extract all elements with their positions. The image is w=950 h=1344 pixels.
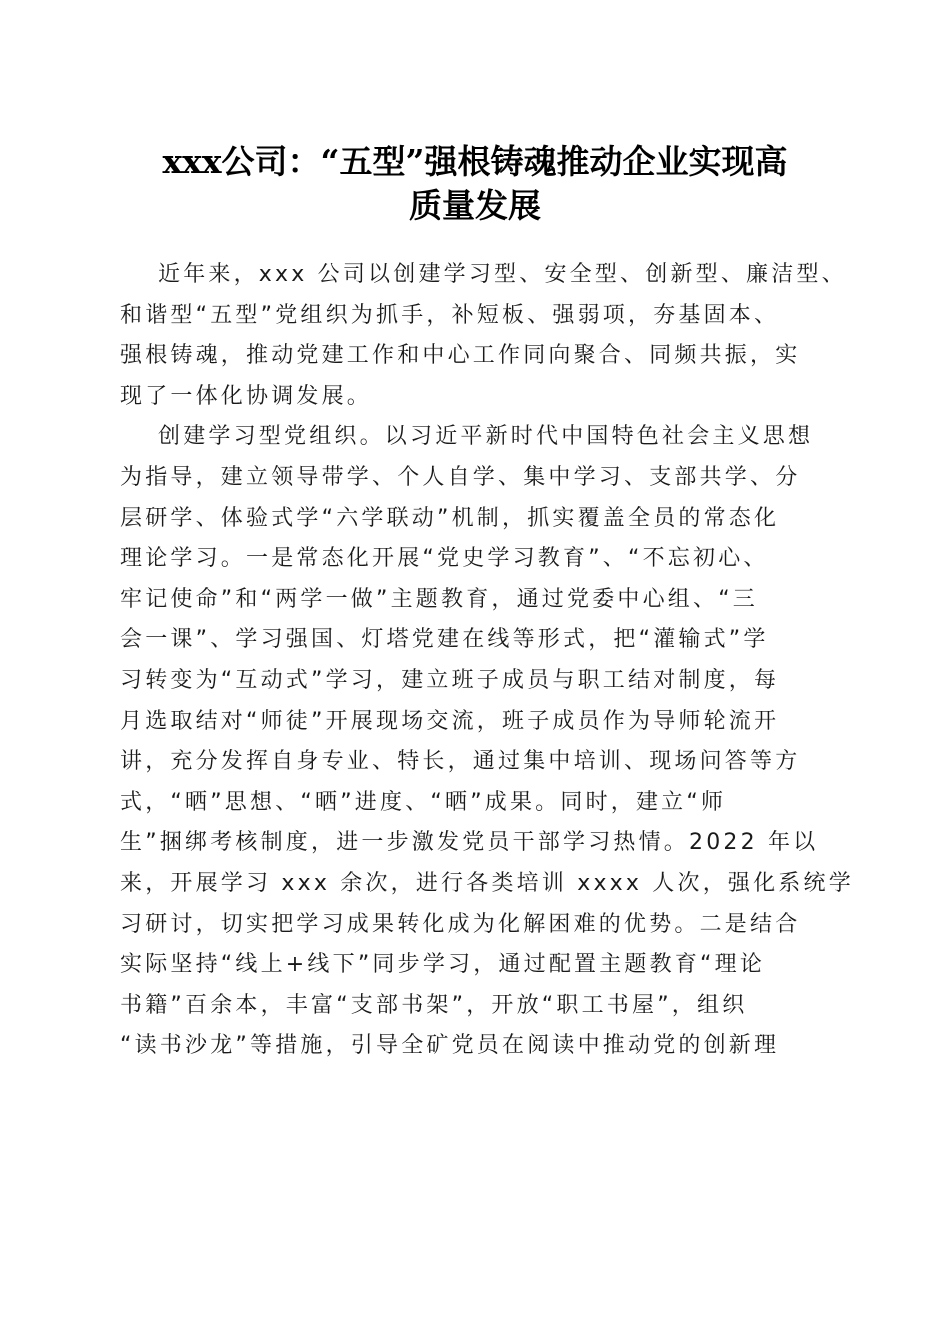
paragraph-line: 习研讨，切实把学习成果转化成为化解困难的优势。二是结合 bbox=[120, 911, 801, 937]
paragraph-line: 生”捆绑考核制度，进一步激发党员干部学习热情。2022 年以 bbox=[120, 830, 819, 856]
paragraph-line: 月选取结对“师徒”开展现场交流，班子成员作为导师轮流开 bbox=[120, 708, 780, 734]
paragraph-line: 牢记使命”和“两学一做”主题教育，通过党委中心组、“三 bbox=[120, 586, 758, 612]
paragraph-line: 强根铸魂，推动党建工作和中心工作同向聚合、同频共振，实 bbox=[120, 343, 801, 369]
paragraph-line: “读书沙龙”等措施，引导全矿党员在阅读中推动党的创新理 bbox=[120, 1033, 780, 1059]
paragraph-intro bbox=[120, 255, 847, 417]
paragraph-line: 创建学习型党组织。以习近平新时代中国特色社会主义思想 bbox=[158, 424, 814, 450]
paragraph-line: 讲，充分发挥自身专业、特长，通过集中培训、现场问答等方 bbox=[120, 749, 801, 775]
paragraph-line: 会一课”、学习强国、灯塔党建在线等形式，把“灌输式”学 bbox=[120, 627, 769, 653]
paragraph-line: 书籍”百余本，丰富“支部书架”，开放“职工书屋”，组织 bbox=[120, 992, 748, 1018]
paragraph-line: 实际坚持“线上+线下”同步学习，通过配置主题教育“理论 bbox=[120, 952, 766, 978]
paragraph-learning-organization bbox=[120, 417, 854, 1067]
paragraph-line: 理论学习。一是常态化开展“党史学习教育”、“不忘初心、 bbox=[120, 546, 769, 572]
paragraph-line: 式，“晒”思想、“晒”进度、“晒”成果。同时，建立“师 bbox=[120, 789, 727, 815]
paragraph-line: 近年来，xxx 公司以创建学习型、安全型、创新型、廉洁型、 bbox=[158, 262, 847, 287]
paragraph-line: 现了一体化协调发展。 bbox=[120, 383, 373, 409]
document-body bbox=[120, 255, 854, 1067]
paragraph-line: 和谐型“五型”党组织为抓手，补短板、强弱项，夯基固本、 bbox=[120, 302, 780, 328]
title-line-2: 质量发展 bbox=[409, 186, 541, 225]
paragraph-line: 层研学、体验式学“六学联动”机制，抓实覆盖全员的常态化 bbox=[120, 505, 780, 531]
title-line-1: xxx公司：“五型”强根铸魂推动企业实现高 bbox=[162, 142, 788, 181]
paragraph-line: 习转变为“互动式”学习，建立班子成员与职工结对制度，每 bbox=[120, 667, 780, 693]
document-title bbox=[100, 140, 850, 228]
paragraph-line: 为指导，建立领导带学、个人自学、集中学习、支部共学、分 bbox=[120, 464, 801, 490]
paragraph-line: 来，开展学习 xxx 余次，进行各类培训 xxxx 人次，强化系统学 bbox=[120, 870, 854, 896]
